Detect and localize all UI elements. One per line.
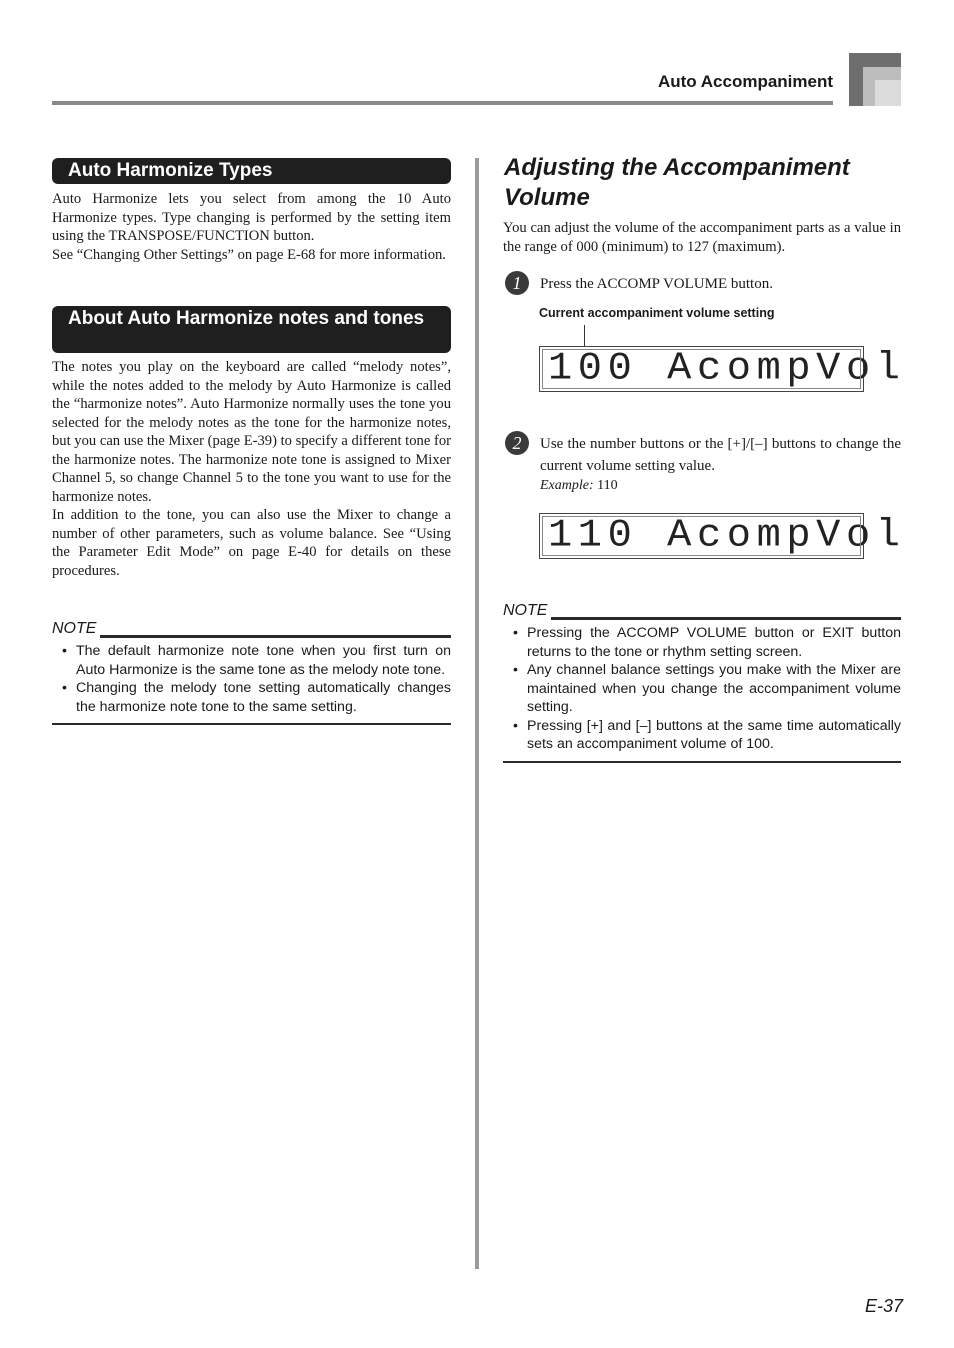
paragraph: The notes you play on the keyboard are called “melody notes”, while the notes added to the melody by Auto Harmonize is called the “harmonize notes”. Auto Harmonize normally uses the tone you selected for the melody notes as the tone for the harmonize notes, but you can use the Mixer (page E-39) to specify a different tone for the harmonize notes. The harmonize note tone is assigned to Mixer Channel 5, so change Channel 5 to the tone you want to use for the harmonize notes. xyxy=(52,359,451,505)
step-1-text: Press the ACCOMP VOLUME button. xyxy=(540,276,773,292)
note-item: • Pressing [+] and [–] buttons at the same time automatically sets an accompaniment volume of 100. xyxy=(503,717,901,754)
lcd-readout: 110 AcompVol xyxy=(548,513,906,558)
paragraph: In addition to the tone, you can also use the Mixer to change a number of other parameters, such as volume balance. See “Using the Parameter Edit Mode” on page E-40 for details on these procedures. xyxy=(52,507,451,579)
running-header: Auto Accompaniment xyxy=(657,72,833,91)
paragraph: See “Changing Other Settings” on page E-68 for more information. xyxy=(52,246,446,263)
section-body-harmonize-notes-tones xyxy=(52,358,451,580)
note-label: NOTE xyxy=(52,620,100,638)
note-list xyxy=(503,624,901,754)
note-bottom-rule xyxy=(503,761,901,763)
note-rule xyxy=(503,617,901,620)
step-2-text: Use the number buttons or the [+]/[–] buttons to change the current volume setting value. xyxy=(540,436,901,474)
note-label: NOTE xyxy=(503,602,551,620)
section-title-accompaniment-volume: Adjusting the Accompaniment Volume xyxy=(504,154,850,211)
note-box-left xyxy=(52,620,451,725)
note-bottom-rule xyxy=(52,723,451,725)
note-box-right xyxy=(503,602,901,763)
note-item: • The default harmonize note tone when you first turn on Auto Harmonize is the same tone as the melody note tone. xyxy=(52,642,451,679)
lcd-display-2 xyxy=(539,513,906,559)
lcd-readout: 100 AcompVol xyxy=(548,346,906,391)
section-body-auto-harmonize-types xyxy=(52,190,451,264)
corner-tab-graphic xyxy=(849,53,901,106)
page-number: E-37 xyxy=(864,1296,903,1316)
section-heading-harmonize-notes-tones: About Auto Harmonize notes and tones xyxy=(52,306,451,353)
example-line xyxy=(540,477,618,495)
step-2-icon: 2 xyxy=(505,431,529,455)
intro-paragraph: You can adjust the volume of the accompaniment parts as a value in the range of 000 (minimum) to 127 (maximum). xyxy=(503,220,901,255)
note-list xyxy=(52,642,451,716)
example-label: Example: xyxy=(540,478,594,493)
column-divider xyxy=(475,158,479,1269)
note-item: • Any channel balance settings you make with the Mixer are maintained when you change the accompaniment volume setting. xyxy=(503,661,901,717)
paragraph: Auto Harmonize lets you select from among the 10 Auto Harmonize types. Type changing is performed by the setting item using the TRANSPOSE/FUNCTION button. xyxy=(52,191,451,244)
lcd-caption: Current accompaniment volume setting xyxy=(539,306,775,320)
lcd-display-1 xyxy=(539,346,906,392)
example-value: 110 xyxy=(597,478,618,493)
header-rule xyxy=(52,101,833,105)
section-heading-auto-harmonize-types: Auto Harmonize Types xyxy=(52,158,451,184)
step-1-icon: 1 xyxy=(505,271,529,295)
note-item: • Changing the melody tone setting automatically changes the harmonize note tone to the same setting. xyxy=(52,679,451,716)
note-item: • Pressing the ACCOMP VOLUME button or EXIT button returns to the tone or rhythm setting screen. xyxy=(503,624,901,661)
note-rule xyxy=(52,635,451,638)
